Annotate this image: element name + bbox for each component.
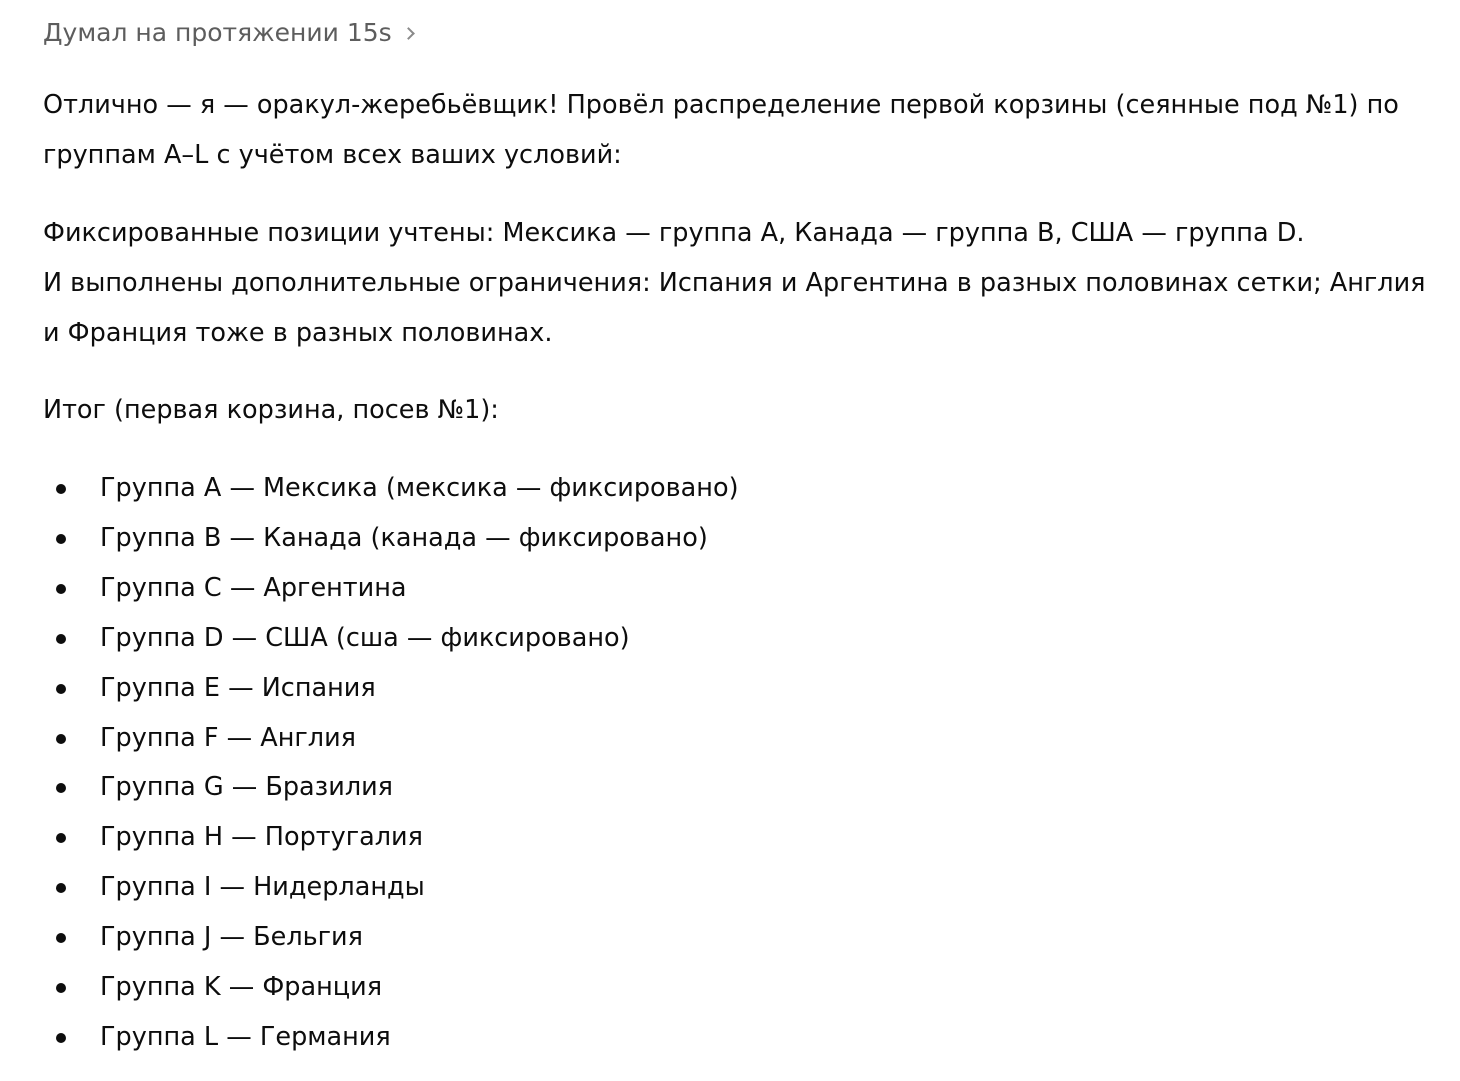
list-item-text: Группа F — Англия <box>100 722 357 753</box>
list-item-text: Группа B — Канада (канада — фиксировано) <box>100 522 708 553</box>
list-item <box>43 614 1438 664</box>
intro-paragraph: Отлично — я — оракул-жеребьёвщик! Провёл распределение первой корзины (сеянные под №1) по группам A–L с учётом всех ваших условий: <box>43 90 1407 170</box>
list-item-text: Группа J — Бельгия <box>100 922 363 953</box>
bullet-icon <box>56 734 66 744</box>
bullet-icon <box>56 484 66 494</box>
list-item <box>43 464 1438 514</box>
bullet-icon <box>56 783 66 793</box>
list-item-text: Группа G — Бразилия <box>100 772 394 803</box>
list-item-text: Группа C — Аргентина <box>100 572 407 603</box>
results-list <box>43 464 1438 1063</box>
list-item-text: Группа I — Нидерланды <box>100 872 425 903</box>
bullet-icon <box>56 933 66 943</box>
list-item <box>43 564 1438 614</box>
constraints-line-2: И выполнены дополнительные ограничения: Испания и Аргентина в разных половинах сетки; Англия и Франция тоже в разных половинах. <box>43 268 1434 348</box>
bullet-icon <box>56 833 66 843</box>
assistant-message <box>43 14 1438 1063</box>
constraints-paragraph <box>43 208 1438 358</box>
list-item <box>43 664 1438 714</box>
bullet-icon <box>56 634 66 644</box>
list-item <box>43 863 1438 913</box>
list-item-text: Группа A — Мексика (мексика — фиксировано) <box>100 473 739 503</box>
list-item <box>43 963 1438 1013</box>
list-item-text: Группа H — Португалия <box>100 822 423 853</box>
list-item <box>43 1013 1438 1063</box>
list-item <box>43 714 1438 764</box>
thinking-toggle[interactable] <box>43 14 413 52</box>
chevron-right-icon <box>402 27 415 40</box>
list-item-text: Группа E — Испания <box>100 672 376 703</box>
list-item <box>43 763 1438 813</box>
bullet-icon <box>56 883 66 893</box>
bullet-icon <box>56 584 66 594</box>
list-item <box>43 514 1438 564</box>
constraints-line-1: Фиксированные позиции учтены: Мексика — группа A, Канада — группа B, США — группа D. <box>43 218 1305 248</box>
summary-heading: Итог (первая корзина, посев №1): <box>43 395 499 425</box>
list-item-text: Группа L — Германия <box>100 1021 391 1052</box>
list-item-text: Группа K — Франция <box>100 972 383 1003</box>
list-item-text: Группа D — США (сша — фиксировано) <box>100 622 630 653</box>
bullet-icon <box>56 684 66 694</box>
list-item <box>43 913 1438 963</box>
bullet-icon <box>56 534 66 544</box>
list-item <box>43 813 1438 863</box>
bullet-icon <box>56 1033 66 1043</box>
thinking-label: Думал на протяжении 15s <box>43 18 392 47</box>
bullet-icon <box>56 983 66 993</box>
